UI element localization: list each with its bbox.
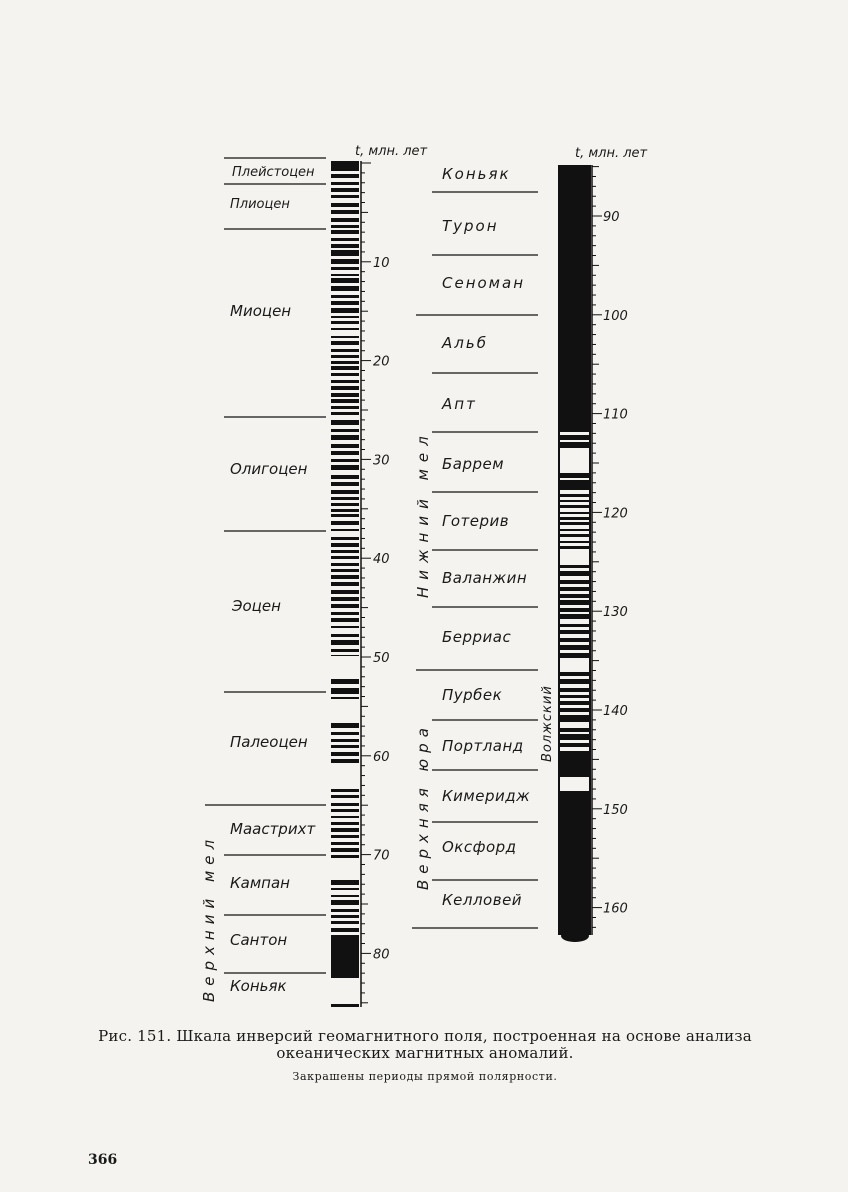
- page-number: 366: [88, 1152, 118, 1168]
- reversal-stripe: [331, 825, 359, 828]
- reversal-stripe: [560, 520, 589, 522]
- reversal-stripe: [331, 305, 359, 308]
- reversal-stripe: [331, 397, 359, 399]
- stage-label: Кимеридж: [442, 787, 531, 805]
- reversal-stripe: [560, 432, 589, 435]
- stage-label: Готерив: [442, 512, 510, 530]
- left-tick-label: 60: [373, 749, 390, 765]
- reversal-stripe: [560, 722, 589, 728]
- epoch-label: Эоцен: [232, 597, 281, 615]
- epoch-label: Палеоцен: [230, 733, 308, 751]
- right-tick-label: 100: [603, 308, 628, 324]
- reversal-stripe: [560, 514, 589, 517]
- reversal-stripe: [331, 264, 359, 267]
- reversal-stripe: [331, 637, 359, 640]
- reversal-stripe: [331, 358, 359, 361]
- reversal-stripe: [560, 642, 589, 645]
- reversal-stripe: [331, 652, 359, 655]
- reversal-stripe: [331, 699, 359, 723]
- reversal-stripe: [331, 376, 359, 380]
- reversal-stripe: [331, 370, 359, 373]
- reversal-stripe: [331, 455, 359, 459]
- stage-label: Оксфорд: [442, 838, 517, 856]
- reversal-stripe: [560, 598, 589, 600]
- group-label-lower-cretaceous: Нижний мел: [414, 429, 432, 598]
- reversal-stripe: [331, 207, 359, 210]
- reversal-stripe: [560, 732, 589, 734]
- reversal-stripe: [331, 615, 359, 618]
- reversal-stripe: [331, 694, 359, 697]
- left-tick-label: 10: [373, 255, 390, 271]
- reversal-stripe: [331, 448, 359, 451]
- reversal-stripe: [331, 728, 359, 732]
- reversal-stripe: [331, 390, 359, 393]
- reversal-stripe: [560, 612, 589, 614]
- stage-label: Баррем: [442, 455, 505, 473]
- reversal-stripe: [560, 634, 589, 638]
- reversal-stripe: [560, 658, 589, 672]
- right-tick-label: 160: [603, 901, 628, 917]
- reversal-stripe: [331, 924, 359, 928]
- stage-label: Берриас: [442, 628, 512, 646]
- reversal-stripe: [331, 553, 359, 556]
- stage-label: Альб: [442, 334, 488, 352]
- left-tick-label: 40: [373, 552, 390, 568]
- reversal-stripe: [331, 330, 359, 336]
- reversal-stripe: [331, 318, 359, 321]
- reversal-stripe: [331, 486, 359, 490]
- left-tick-label: 80: [373, 947, 390, 963]
- reversal-stripe: [331, 748, 359, 752]
- reversal-stripe: [331, 756, 359, 759]
- reversal-stripe: [331, 470, 359, 475]
- reversal-stripe: [331, 622, 359, 626]
- reversal-stripe: [331, 270, 359, 274]
- right-bar-ragged-end: [561, 930, 589, 942]
- reversal-stripe: [331, 256, 359, 259]
- reversal-stripe: [331, 905, 359, 909]
- reversal-stripe: [331, 812, 359, 816]
- reversal-stripe: [331, 885, 359, 888]
- reversal-stripe: [331, 338, 359, 341]
- reversal-stripe: [331, 425, 359, 429]
- stage-label: Апт: [442, 395, 477, 413]
- reversal-stripe: [560, 531, 589, 534]
- left-tick-label: 30: [373, 453, 390, 469]
- right-tick-label: 140: [603, 704, 628, 719]
- epoch-label: Плиоцен: [230, 197, 290, 212]
- reversal-stripe: [331, 594, 359, 597]
- epoch-label: Маастрихт: [230, 820, 316, 838]
- reversal-stripe: [331, 228, 359, 230]
- left-tick-label: 70: [373, 848, 390, 864]
- reversal-stripe: [560, 543, 589, 546]
- reversal-stripe: [331, 559, 359, 563]
- right-tick-label: 150: [603, 802, 628, 818]
- reversal-stripe: [331, 171, 359, 174]
- side-label-volgian: Волжский: [540, 685, 555, 762]
- group-label-upper-cretaceous: Верхний мел: [200, 833, 218, 1002]
- stage-label: Валанжин: [442, 569, 528, 587]
- reversal-stripe: [331, 432, 359, 435]
- reversal-stripe: [331, 572, 359, 575]
- reversal-stripe: [331, 525, 359, 529]
- right-axis-unit: t, млн. лет: [575, 146, 648, 161]
- reversal-stripe: [560, 478, 589, 480]
- reversal-stripe: [331, 656, 359, 679]
- reversal-stripe: [331, 512, 359, 514]
- right-axis-tick-labels: [603, 210, 628, 917]
- left-polarity-bar: [331, 161, 359, 1007]
- reversal-stripe: [331, 298, 359, 301]
- reversal-stripe: [331, 918, 359, 921]
- reversal-stripe: [331, 479, 359, 482]
- reversal-stripe: [331, 276, 359, 278]
- reversal-stripe: [560, 525, 589, 529]
- reversal-stripe: [560, 698, 589, 701]
- reversal-stripe: [331, 192, 359, 195]
- reversal-stripe: [331, 763, 359, 789]
- reversal-stripe: [331, 234, 359, 238]
- reversal-stripe: [560, 568, 589, 571]
- reversal-stripe: [331, 912, 359, 915]
- left-tick-label: 50: [373, 651, 390, 666]
- reversal-stripe: [331, 858, 359, 880]
- reversal-stripe: [331, 586, 359, 590]
- reversal-stripe: [331, 645, 359, 649]
- reversal-stripe: [331, 517, 359, 521]
- reversal-stripe: [560, 712, 589, 715]
- reversal-stripe: [331, 978, 359, 1004]
- reversal-stripe: [331, 352, 359, 355]
- reversal-stripe: [331, 932, 359, 935]
- reversal-stripe: [560, 591, 589, 594]
- reversal-stripe: [331, 415, 359, 420]
- reversal-stripe: [331, 792, 359, 795]
- figure-caption-note: Закрашены периоды прямой полярности.: [292, 1070, 558, 1083]
- right-tick-label: 110: [603, 407, 628, 423]
- reversal-stripe: [560, 537, 589, 541]
- figure-caption: Рис. 151. Шкала инверсий геомагнитного поля, построенная на основе анализа океанических магнитных аномалий.: [98, 1027, 752, 1062]
- reversal-stripe: [331, 601, 359, 604]
- reversal-stripe: [331, 806, 359, 809]
- right-tick-label: 120: [603, 506, 628, 522]
- reversal-stripe: [560, 650, 589, 653]
- epoch-label: Коньяк: [230, 977, 287, 995]
- left-axis-tick-labels: [373, 256, 390, 963]
- reversal-stripe: [331, 364, 359, 366]
- reversal-stripe: [331, 345, 359, 349]
- reversal-stripe: [331, 383, 359, 386]
- stage-label: Келловей: [442, 891, 523, 909]
- reversal-stripe: [331, 684, 359, 688]
- group-label-upper-jurassic: Верхняя юра: [414, 722, 432, 890]
- right-tick-label: 90: [603, 210, 620, 225]
- right-axis-ticks: [592, 167, 602, 928]
- reversal-stripe: [331, 742, 359, 745]
- reversal-stripe: [331, 283, 359, 286]
- reversal-stripe: [331, 566, 359, 569]
- left-axis-unit: t, млн. лет: [355, 144, 428, 159]
- reversal-stripe: [331, 222, 359, 225]
- middle-stage-labels: [441, 165, 530, 909]
- reversal-stripe: [560, 740, 589, 743]
- reversal-stripe: [560, 747, 589, 751]
- reversal-stripe: [331, 409, 359, 412]
- reversal-stripe: [560, 440, 589, 442]
- reversal-stripe: [331, 403, 359, 406]
- stage-label: Турон: [442, 217, 499, 235]
- reversal-stripe: [331, 547, 359, 550]
- reversal-stripe: [331, 494, 359, 497]
- reversal-stripe: [331, 852, 359, 855]
- reversal-stripe: [560, 684, 589, 688]
- epoch-label: Сантон: [230, 931, 288, 949]
- reversal-stripe: [331, 500, 359, 503]
- reversal-stripe: [331, 506, 359, 509]
- reversal-stripe: [560, 502, 589, 505]
- stage-label: Портланд: [442, 737, 524, 755]
- left-axis-ticks: [361, 163, 371, 1003]
- reversal-stripe: [331, 832, 359, 835]
- reversal-stripe: [331, 178, 359, 182]
- epoch-label: Олигоцен: [230, 460, 308, 478]
- reversal-stripe: [331, 608, 359, 612]
- reversal-stripe: [331, 313, 359, 316]
- reversal-stripe: [331, 579, 359, 582]
- reversal-stripe: [560, 692, 589, 695]
- reversal-stripe: [331, 248, 359, 250]
- stage-label: Пурбек: [442, 686, 503, 704]
- reversal-stripe: [331, 291, 359, 295]
- reversal-stripe: [331, 198, 359, 203]
- reversal-stripe: [331, 890, 359, 895]
- reversal-stripe: [331, 897, 359, 900]
- reversal-stripe: [560, 777, 589, 791]
- left-tick-label: 20: [373, 354, 390, 370]
- reversal-stripe: [560, 448, 589, 473]
- reversal-stripe: [331, 241, 359, 244]
- reversal-stripe: [560, 676, 589, 679]
- reversal-stripe: [560, 576, 589, 580]
- reversal-stripe: [560, 605, 589, 608]
- reversal-stripe: [331, 462, 359, 465]
- epoch-label: Миоцен: [230, 302, 292, 320]
- reversal-stripe: [560, 584, 589, 587]
- reversal-stripe: [331, 838, 359, 842]
- reversal-stripe: [331, 214, 359, 218]
- reversal-stripe: [331, 531, 359, 537]
- reversal-stripe: [560, 549, 589, 565]
- reversal-stripe: [560, 508, 589, 512]
- reversal-stripe: [331, 324, 359, 328]
- epoch-label: Плейстоцен: [232, 165, 315, 180]
- stage-label: Сеноман: [442, 274, 526, 292]
- reversal-stripe: [560, 490, 589, 494]
- reversal-stripe: [331, 735, 359, 739]
- reversal-stripe: [331, 845, 359, 848]
- reversal-stripe: [331, 540, 359, 543]
- reversal-stripe: [331, 628, 359, 634]
- reversal-stripe: [560, 497, 589, 500]
- right-tick-label: 130: [603, 605, 628, 621]
- reversal-stripe: [560, 619, 589, 624]
- reversal-stripe: [331, 185, 359, 188]
- reversal-stripe: [560, 627, 589, 630]
- stage-label: Коньяк: [442, 165, 511, 183]
- left-epoch-dividers: [205, 158, 326, 973]
- reversal-stripe: [331, 818, 359, 822]
- epoch-label: Кампан: [230, 874, 290, 892]
- reversal-stripe: [560, 705, 589, 708]
- left-epoch-labels: [230, 165, 316, 995]
- reversal-stripe: [331, 440, 359, 444]
- reversal-stripe: [331, 798, 359, 803]
